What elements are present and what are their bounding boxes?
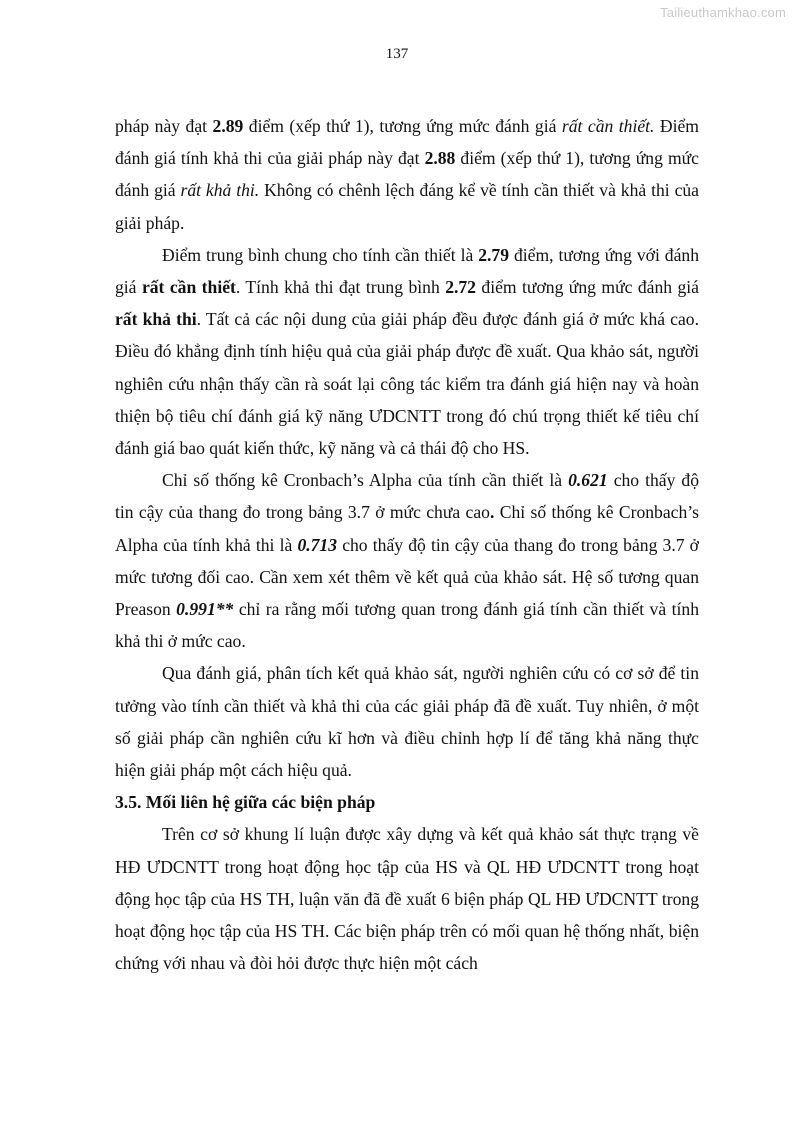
bold-text: rất cần thiết bbox=[141, 277, 236, 298]
section-heading: 3.5. Mối liên hệ giữa các biện pháp bbox=[115, 792, 376, 813]
paragraph-2 bbox=[115, 239, 699, 464]
text-run: cho thấy độ tin cậy của thang đo trong bảng 3.7 ở mức chưa cao bbox=[115, 470, 699, 523]
paragraph-5: Trên cơ sở khung lí luận được xây dựng và kết quả khảo sát thực trạng về HĐ ƯDCNTT trong hoạt động học tập của HS và QL HĐ ƯDCNTT trong hoạt động học tập của HS TH, luận văn đã đề xuất 6 biện pháp QL HĐ ƯDCNTT trong hoạt động học tập của HS TH. Các biện pháp trên có mối quan hệ thống nhất, biện chứng với nhau và đòi hỏi được thực hiện một cách bbox=[115, 824, 699, 974]
bold-value: 2.79 bbox=[478, 244, 510, 265]
text-run: Chỉ số thống kê Cronbach’s Alpha của tính cần thiết là bbox=[162, 470, 569, 491]
text-run: chỉ ra rằng mối tương quan trong đánh giá tính cần thiết và tính khả thi ở mức cao. bbox=[115, 599, 699, 652]
text-run: . Tính khả thi đạt trung bình bbox=[235, 277, 446, 298]
text-run: Điểm trung bình chung cho tính cần thiết là bbox=[162, 244, 479, 265]
page-number: 137 bbox=[385, 46, 409, 62]
italic-text: rất khả thi. bbox=[180, 180, 260, 201]
italic-text: rất cần thiết. bbox=[561, 116, 655, 136]
text-run: điểm (xếp thứ 1), tương ứng mức đánh giá bbox=[243, 116, 562, 136]
document-body bbox=[115, 110, 699, 979]
bold-italic-value: 0.713 bbox=[297, 534, 338, 555]
bold-value: 2.88 bbox=[424, 148, 456, 169]
text-run: Không có chênh lệch đáng kể về tính cần thiết và khả thi của giải pháp. bbox=[115, 180, 699, 233]
watermark-text: Tailieuthamkhao.com bbox=[660, 5, 786, 20]
text-run: Điểm đánh giá tính khả thi của giải pháp này đạt bbox=[115, 116, 699, 169]
bold-italic-value: 0.621 bbox=[568, 470, 608, 491]
text-run: điểm (xếp thứ 1), tương ứng mức đánh giá bbox=[115, 148, 699, 201]
paragraph-1 bbox=[115, 110, 699, 239]
paragraph-3 bbox=[115, 464, 699, 657]
text-run: Chỉ số thống kê Cronbach’s Alpha của tính khả thi là bbox=[115, 502, 700, 555]
bold-italic-value: 0.991** bbox=[176, 599, 234, 620]
text-run: điểm tương ứng mức đánh giá bbox=[475, 277, 699, 298]
text-run: cho thấy độ tin cậy của thang đo trong bảng 3.7 ở mức tương đối cao. Cần xem xét thêm về kết quả của khảo sát. Hệ số tương quan Preason bbox=[115, 534, 699, 620]
text-run: pháp này đạt bbox=[115, 116, 213, 136]
bold-period: . bbox=[489, 502, 495, 523]
text-run: . Tất cả các nội dung của giải pháp đều được đánh giá ở mức khá cao. Điều đó khẳng định tính hiệu quả của giải pháp được đề xuất. Qua khảo sát, người nghiên cứu nhận thấy cần rà soát lại công tác kiểm tra đánh giá hiện nay và hoàn thiện bộ tiêu chí đánh giá kỹ năng ƯDCNTT trong đó chú trọng thiết kế tiêu chí đánh giá bao quát kiến thức, kỹ năng và cả thái độ cho HS. bbox=[115, 309, 699, 459]
paragraph-4: Qua đánh giá, phân tích kết quả khảo sát, người nghiên cứu có cơ sở để tin tưởng vào tính cần thiết và khả thi của các giải pháp đã đề xuất. Tuy nhiên, ở một số giải pháp cần nghiên cứu kĩ hơn và điều chỉnh hợp lí để tăng khả năng thực hiện giải pháp một cách hiệu quả. bbox=[115, 663, 699, 781]
bold-text: rất khả thi bbox=[115, 309, 197, 330]
bold-value: 2.72 bbox=[445, 277, 476, 298]
bold-value: 2.89 bbox=[212, 116, 244, 136]
text-run: điểm, tương ứng với đánh giá bbox=[115, 244, 699, 298]
